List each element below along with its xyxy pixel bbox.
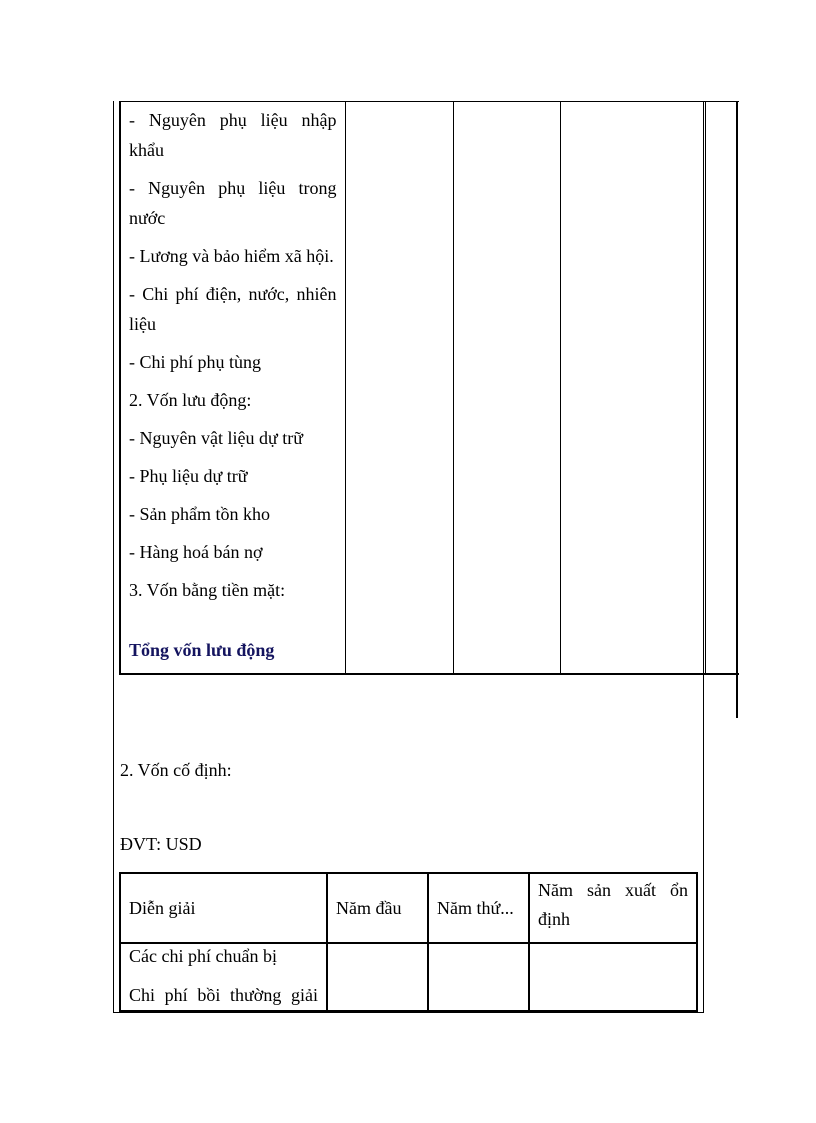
cost-item: - Chi phí điện, nước, nhiên liệu [129,284,337,334]
cost-item: - Nguyên vật liệu dự trữ [129,428,303,448]
table-row [120,943,697,1011]
header-year-next: Năm thứ... [428,873,529,943]
cost-item: 3. Vốn bằng tiền mặt: [129,580,286,600]
header-year-stable: Năm sản xuất ổn định [529,873,697,943]
year-stable-cell [560,102,705,675]
row-description [120,943,327,1011]
description-cell [120,102,345,675]
year-next-cell [453,102,560,675]
cost-item: - Lương và bảo hiểm xã hội. [129,246,334,266]
cost-item-list [121,102,345,605]
header-year-first: Năm đầu [327,873,428,943]
cost-item: - Nguyên phụ liệu trong nước [129,178,337,228]
cost-item: - Hàng hoá bán nợ [129,542,263,562]
row-year-next [428,943,529,1011]
cost-item: - Sản phẩm tồn kho [129,504,270,524]
total-working-capital-label: Tổng vốn lưu động [129,640,275,660]
unit-label: ĐVT: USD [120,834,202,854]
page-frame-bottom [113,1012,704,1013]
header-row [120,873,697,943]
working-capital-table [119,101,739,675]
row-line-1: Các chi phí chuẩn bị [129,946,277,966]
cost-item: - Phụ liệu dự trữ [129,466,248,486]
cost-item: 2. Vốn lưu động: [129,390,252,410]
cost-item: - Nguyên phụ liệu nhập khẩu [129,110,337,160]
year-first-cell [345,102,453,675]
page-frame-left [113,101,114,1013]
row-year-stable [529,943,697,1011]
fixed-capital-table [119,872,698,1012]
section-heading: 2. Vốn cố định: [120,760,232,780]
extra-cell [705,102,739,675]
header-description: Diễn giải [120,873,327,943]
row-year-first [327,943,428,1011]
row-line-2: Chi phí bồi thường giải [129,985,318,1005]
cost-item: - Chi phí phụ tùng [129,352,262,372]
